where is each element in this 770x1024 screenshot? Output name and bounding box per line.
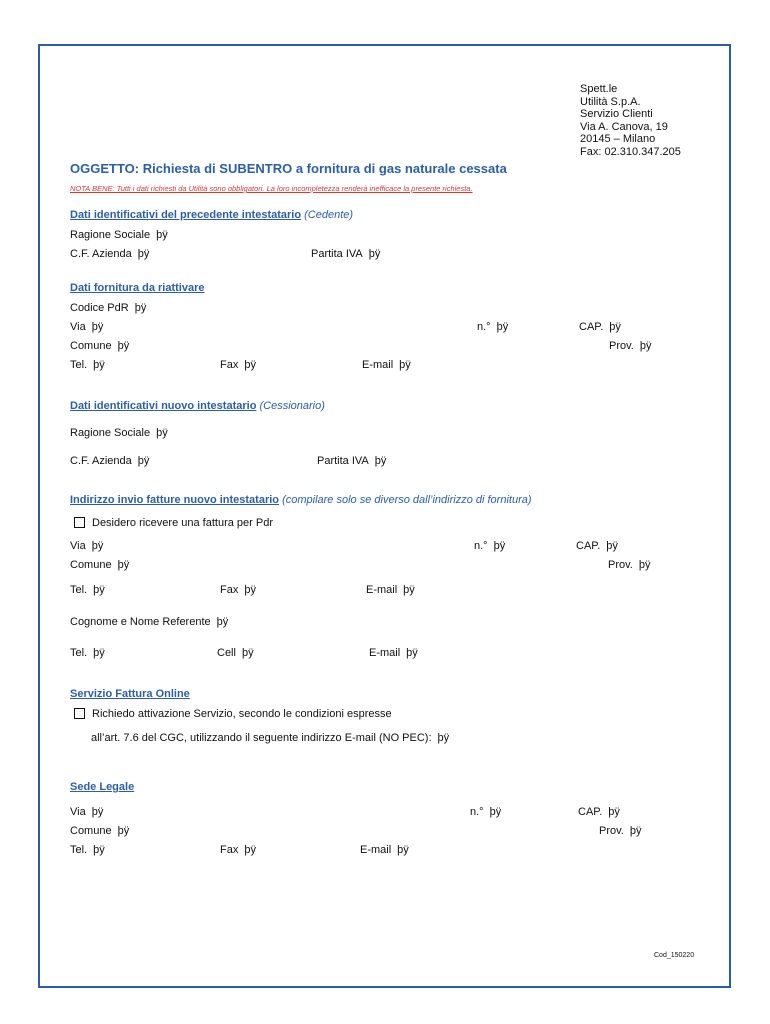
field-value: þÿ xyxy=(606,540,618,552)
field-label: Partita IVA xyxy=(311,248,363,260)
referente-cell-field[interactable] xyxy=(217,647,254,660)
field-label: Comune xyxy=(70,559,112,571)
field-label: Tel. xyxy=(70,844,88,856)
sede-comune-field[interactable] xyxy=(70,825,129,838)
field-value: þÿ xyxy=(638,559,651,571)
section-title: Dati identificativi del precedente intestatario xyxy=(70,209,302,221)
fattura-online-checkbox[interactable] xyxy=(74,708,85,719)
referente-email-field[interactable] xyxy=(369,647,418,660)
fatture-tel-field[interactable] xyxy=(70,584,105,597)
sede-via-field[interactable] xyxy=(70,806,103,819)
field-label: Tel. xyxy=(70,584,88,596)
field-value: þÿ xyxy=(406,647,418,659)
fatture-numero-field[interactable] xyxy=(474,540,505,553)
section-subtitle: (Cessionario) xyxy=(259,400,325,412)
fatture-comune-field[interactable] xyxy=(70,559,129,572)
field-value: þÿ xyxy=(93,647,105,659)
section-sede-heading xyxy=(70,781,134,794)
recipient-line: Via A. Canova, 19 xyxy=(580,120,668,133)
field-value: þÿ xyxy=(374,455,387,467)
sede-fax-field[interactable] xyxy=(220,844,256,857)
sede-cap-field[interactable] xyxy=(578,806,620,819)
field-value: þÿ xyxy=(137,248,150,260)
field-label: all’art. 7.6 del CGC, utilizzando il seguente indirizzo E-mail (NO PEC): xyxy=(91,732,432,744)
fatture-fax-field[interactable] xyxy=(220,584,256,597)
cessionario-partita-iva-field[interactable] xyxy=(317,455,386,468)
fatture-cap-field[interactable] xyxy=(576,540,618,553)
field-label: n.° xyxy=(477,321,491,333)
fattura-online-email-field[interactable] xyxy=(91,732,449,745)
recipient-line: Servizio Clienti xyxy=(580,108,653,120)
referente-tel-field[interactable] xyxy=(70,647,105,660)
field-label: Fax xyxy=(220,359,239,371)
field-value: þÿ xyxy=(91,540,104,552)
field-value: þÿ xyxy=(93,584,105,596)
field-value: þÿ xyxy=(399,359,411,371)
section-title: Indirizzo invio fatture nuovo intestatario xyxy=(70,494,280,506)
field-label: Via xyxy=(70,540,86,552)
field-label: Prov. xyxy=(609,340,634,352)
section-fornitura-heading xyxy=(70,282,204,295)
fattura-online-label: Richiedo attivazione Servizio, secondo le condizioni espresse xyxy=(92,708,392,720)
field-value: þÿ xyxy=(134,302,147,314)
field-value: þÿ xyxy=(91,806,104,818)
field-label: Fax xyxy=(220,584,239,596)
section-online-heading xyxy=(70,688,190,701)
field-value: þÿ xyxy=(156,229,168,241)
recipient-address xyxy=(580,83,681,158)
field-label: CAP. xyxy=(579,321,604,333)
field-label: Cognome e Nome Referente xyxy=(70,616,211,628)
field-value: þÿ xyxy=(117,559,130,571)
field-label: Ragione Sociale xyxy=(70,229,151,241)
fattura-per-pdr-checkbox[interactable] xyxy=(74,517,85,528)
field-value: þÿ xyxy=(117,340,130,352)
fornitura-cap-field[interactable] xyxy=(579,321,621,334)
sede-email-field[interactable] xyxy=(360,844,409,857)
field-label: E-mail xyxy=(360,844,392,856)
field-value: þÿ xyxy=(91,321,104,333)
cessionario-cf-azienda-field[interactable] xyxy=(70,455,149,468)
field-label: Prov. xyxy=(599,825,624,837)
field-value: þÿ xyxy=(403,584,415,596)
field-value: þÿ xyxy=(493,540,506,552)
fatture-prov-field[interactable] xyxy=(608,559,650,572)
sede-numero-field[interactable] xyxy=(470,806,501,819)
field-label: Comune xyxy=(70,340,112,352)
field-value: þÿ xyxy=(244,359,256,371)
field-label: E-mail xyxy=(366,584,398,596)
section-subtitle: (compilare solo se diverso dall’indirizzo di fornitura) xyxy=(282,494,532,506)
field-label: n.° xyxy=(474,540,488,552)
field-value: þÿ xyxy=(639,340,652,352)
field-label: C.F. Azienda xyxy=(70,248,132,260)
field-label: C.F. Azienda xyxy=(70,455,132,467)
section-fatture-heading xyxy=(70,494,532,507)
field-value: þÿ xyxy=(244,584,256,596)
section-cessionario-heading xyxy=(70,400,325,413)
section-title: Sede Legale xyxy=(70,781,135,793)
fornitura-numero-field[interactable] xyxy=(477,321,508,334)
cessionario-ragione-sociale-field[interactable] xyxy=(70,427,168,440)
field-label: Tel. xyxy=(70,647,88,659)
page-title: OGGETTO: Richiesta di SUBENTRO a fornitura di gas naturale cessata xyxy=(70,161,507,176)
field-value: þÿ xyxy=(137,455,150,467)
field-value: þÿ xyxy=(117,825,130,837)
section-title: Servizio Fattura Online xyxy=(70,688,190,700)
fornitura-fax-field[interactable] xyxy=(220,359,256,372)
field-value: þÿ xyxy=(93,844,105,856)
field-label: Codice PdR xyxy=(70,302,129,314)
field-value: þÿ xyxy=(397,844,409,856)
field-label: Cell xyxy=(217,647,236,659)
section-subtitle: (Cedente) xyxy=(304,209,354,221)
sede-tel-field[interactable] xyxy=(70,844,105,857)
field-label: Partita IVA xyxy=(317,455,369,467)
field-value: þÿ xyxy=(629,825,642,837)
cedente-ragione-sociale-field[interactable] xyxy=(70,229,168,242)
referente-nome-field[interactable] xyxy=(70,616,228,629)
field-value: þÿ xyxy=(156,427,168,439)
field-label: Tel. xyxy=(70,359,88,371)
field-label: Ragione Sociale xyxy=(70,427,151,439)
field-value: þÿ xyxy=(244,844,256,856)
fatture-email-field[interactable] xyxy=(366,584,415,597)
field-label: n.° xyxy=(470,806,484,818)
field-label: E-mail xyxy=(369,647,401,659)
field-label: Via xyxy=(70,321,86,333)
fattura-per-pdr-label: Desidero ricevere una fattura per Pdr xyxy=(92,517,273,529)
field-label: Fax xyxy=(220,844,239,856)
fornitura-email-field[interactable] xyxy=(362,359,411,372)
recipient-line: Fax: 02.310.347.205 xyxy=(580,145,681,158)
field-label: CAP. xyxy=(576,540,601,552)
fornitura-prov-field[interactable] xyxy=(609,340,651,353)
fornitura-tel-field[interactable] xyxy=(70,359,105,372)
mandatory-note: NOTA BENE: Tutti i dati richiesti da Utilità sono obbligatori. La loro incompletezza renderà inefficace la presente richiesta. xyxy=(70,184,473,193)
recipient-line: 20145 – Milano xyxy=(580,133,656,145)
cedente-cf-azienda-field[interactable] xyxy=(70,248,149,261)
fornitura-codice-pdr-field[interactable] xyxy=(70,302,146,315)
field-value: þÿ xyxy=(216,616,229,628)
sede-prov-field[interactable] xyxy=(599,825,641,838)
field-value: þÿ xyxy=(489,806,502,818)
fornitura-via-field[interactable] xyxy=(70,321,103,334)
field-value: þÿ xyxy=(437,732,450,744)
field-value: þÿ xyxy=(608,806,620,818)
field-value: þÿ xyxy=(609,321,621,333)
fatture-via-field[interactable] xyxy=(70,540,103,553)
document-code: Cod_150220 xyxy=(654,952,695,959)
field-label: Comune xyxy=(70,825,112,837)
section-title: Dati identificativi nuovo intestatario xyxy=(70,400,257,412)
cedente-partita-iva-field[interactable] xyxy=(311,248,380,261)
section-cedente-heading xyxy=(70,209,353,222)
field-label: CAP. xyxy=(578,806,603,818)
field-value: þÿ xyxy=(368,248,381,260)
field-value: þÿ xyxy=(93,359,105,371)
recipient-line: Spett.le xyxy=(580,83,618,95)
fornitura-comune-field[interactable] xyxy=(70,340,129,353)
field-label: Via xyxy=(70,806,86,818)
field-label: Prov. xyxy=(608,559,633,571)
field-value: þÿ xyxy=(496,321,509,333)
recipient-line: Utilità S.p.A. xyxy=(580,95,641,108)
field-label: E-mail xyxy=(362,359,394,371)
field-value: þÿ xyxy=(241,647,254,659)
section-title: Dati fornitura da riattivare xyxy=(70,282,205,294)
